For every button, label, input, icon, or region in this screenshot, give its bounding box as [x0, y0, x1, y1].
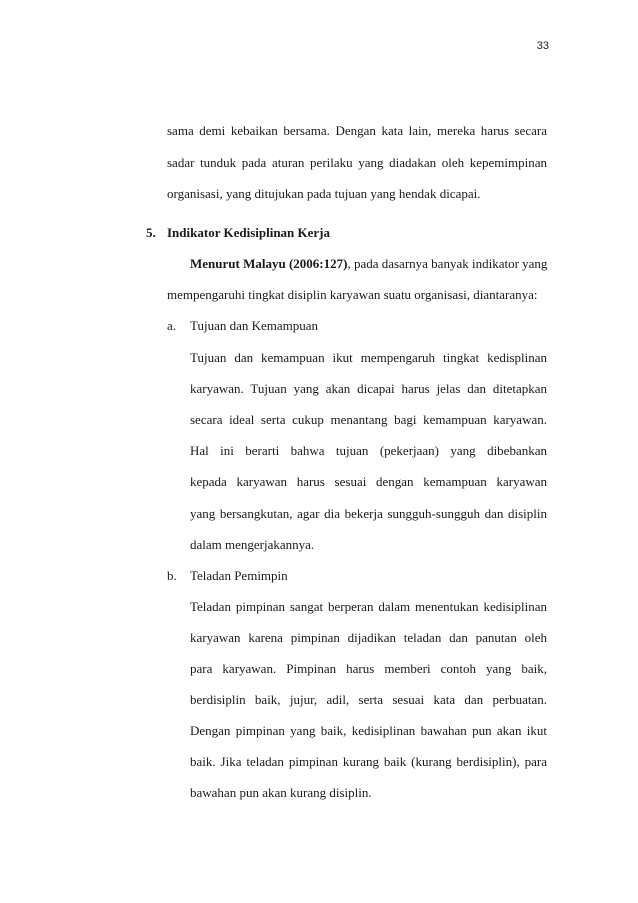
item-a-line-2: karyawan. Tujuan yang akan dicapai harus jelas dan ditetapkan	[190, 381, 547, 396]
item-a-letter: a.	[167, 318, 177, 333]
item-a-line-6: yang bersangkutan, agar dia bekerja sungguh-sungguh dan disiplin	[190, 506, 547, 521]
item-b-line-6: baik. Jika teladan pimpinan kurang baik (kurang berdisiplin), para	[190, 754, 547, 769]
item-a-line-7: dalam mengerjakannya.	[190, 537, 315, 552]
item-b-title: Teladan Pemimpin	[190, 568, 288, 583]
item-b-line-5: Dengan pimpinan yang baik, kedisiplinan bawahan pun akan ikut	[190, 723, 547, 738]
item-a-line-3: secara ideal serta cukup menantang bagi kemampuan karyawan.	[190, 412, 547, 427]
item-b-line-4: berdisiplin baik, jujur, adil, serta sesuai kata dan perbuatan.	[190, 692, 547, 707]
item-a-title: Tujuan dan Kemampuan	[190, 318, 319, 333]
item-a-line-5: kepada karyawan harus sesuai dengan kemampuan karyawan	[190, 474, 547, 489]
intro-line-1: sama demi kebaikan bersama. Dengan kata lain, mereka harus secara	[167, 123, 547, 138]
section-intro-rest: , pada dasarnya banyak indikator yang	[347, 256, 548, 271]
section-title: Indikator Kedisiplinan Kerja	[167, 225, 331, 240]
item-b-line-7: bawahan pun akan kurang disiplin.	[190, 785, 372, 800]
item-a-line-4: Hal ini berarti bahwa tujuan (pekerjaan) yang dibebankan	[190, 443, 547, 458]
item-b-line-3: para karyawan. Pimpinan harus memberi contoh yang baik,	[190, 661, 547, 676]
section-intro-citation: Menurut Malayu (2006:127)	[190, 256, 348, 271]
section-number: 5.	[146, 225, 156, 240]
item-b-line-1: Teladan pimpinan sangat berperan dalam menentukan kedisiplinan	[190, 599, 547, 614]
section-intro-line-2: mempengaruhi tingkat disiplin karyawan suatu organisasi, diantaranya:	[167, 287, 538, 302]
item-a-line-1: Tujuan dan kemampuan ikut mempengaruh tingkat kedisplinan	[190, 350, 547, 365]
intro-line-2: sadar tunduk pada aturan perilaku yang diadakan oleh kepemimpinan	[167, 155, 547, 170]
item-b-line-2: karyawan karena pimpinan dijadikan teladan dan panutan oleh	[190, 630, 547, 645]
item-b-letter: b.	[167, 568, 177, 583]
page-number: 33	[536, 40, 549, 52]
section-intro-line-1	[190, 256, 547, 272]
intro-line-3: organisasi, yang ditujukan pada tujuan yang hendak dicapai.	[167, 186, 481, 201]
